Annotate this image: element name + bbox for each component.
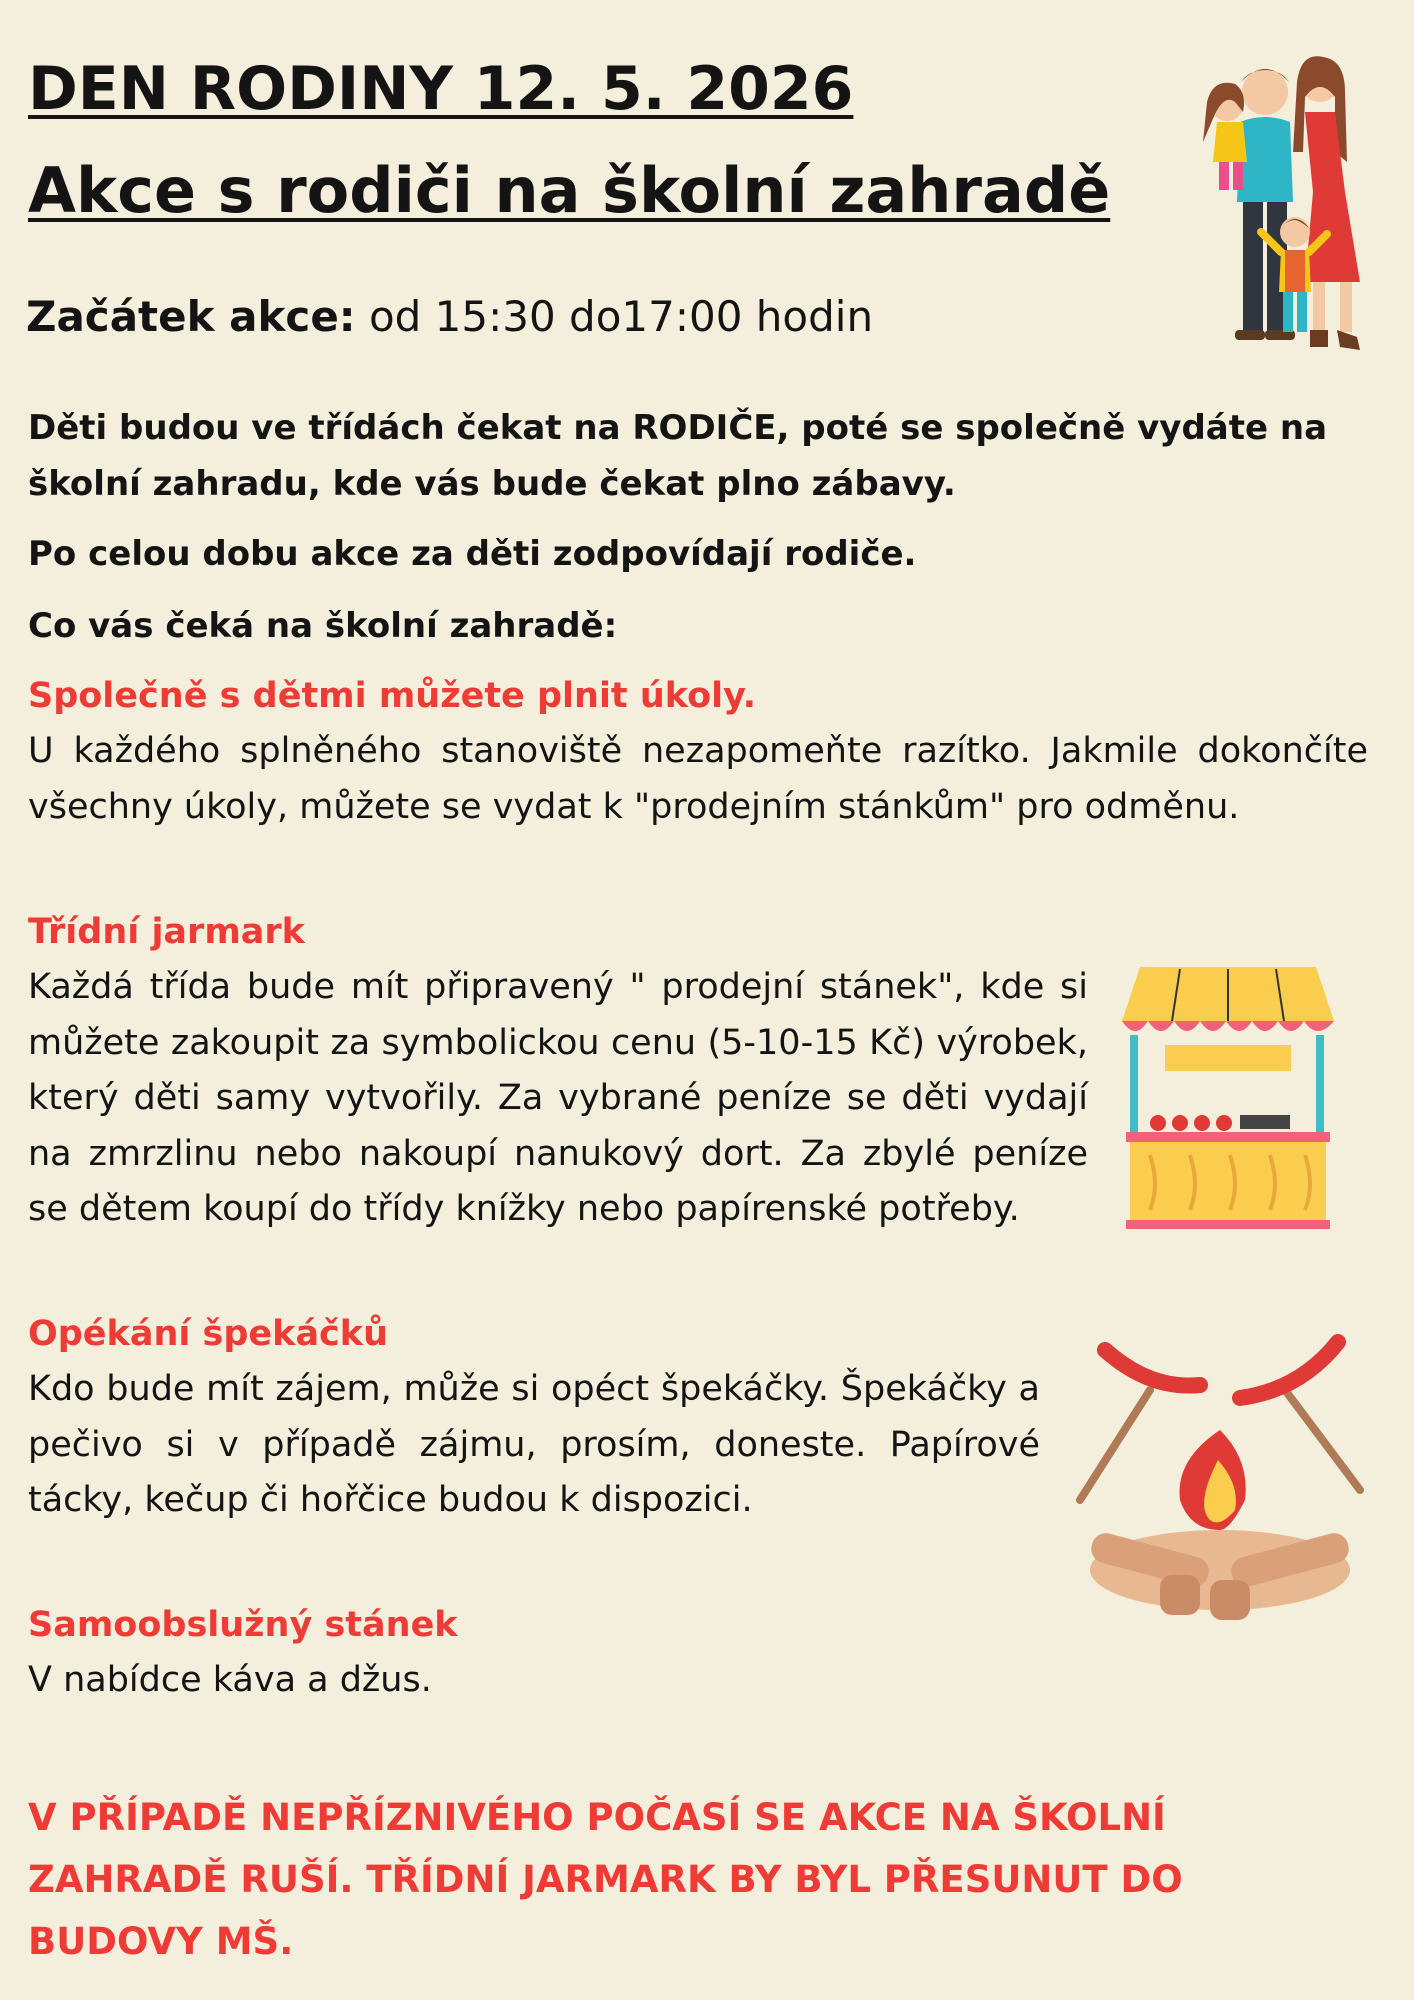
section-heading-sausages: Opékání špekáčků (28, 1314, 388, 1354)
title-line-1: DEN RODINY 12. 5. 2026 (28, 54, 854, 124)
section-heading-tasks: Společně s dětmi můžete plnit úkoly. (28, 676, 757, 716)
market-stall-icon (1120, 965, 1336, 1235)
section-text-market: Každá třída bude mít připravený " prodejní stánek", kde si můžete zakoupit za symbolickou cenu (5-10-15 Kč) výrobek, který děti samy vytvořily. Za vybrané peníze se děti vydají na zmrzlinu nebo nakoupí nanukový dort. Za zbylé peníze se dětem koupí do třídy knížky nebo papírenské potřeby. (28, 967, 1088, 1229)
intro-paragraph-3: Co vás čeká na školní zahradě: (28, 606, 618, 646)
start-time-value: od 15:30 do17:00 hodin (355, 292, 874, 341)
start-time (26, 292, 873, 341)
family-illustration-icon (1195, 52, 1375, 357)
section-text-selfservice: V nabídce káva a džus. (28, 1660, 432, 1700)
section-heading-market: Třídní jarmark (28, 912, 305, 952)
start-time-label: Začátek akce: (26, 292, 356, 341)
section-text-sausages: Kdo bude mít zájem, může si opéct špekáčky. Špekáčky a pečivo si v případě zájmu, prosím, doneste. Papírové tácky, kečup či hořčice budou k dispozici. (28, 1369, 1040, 1520)
intro-paragraph-1: Děti budou ve třídách čekat na RODIČE, poté se společně vydáte na školní zahradu, kde vás bude čekat plno zábavy. (28, 408, 1328, 504)
campfire-sausages-icon (1070, 1330, 1370, 1630)
title-line-2: Akce s rodiči na školní zahradě (28, 154, 1111, 227)
section-text-tasks: U každého splněného stanoviště nezapomeňte razítko. Jakmile dokončíte všechny úkoly, můžete se vydat k "prodejním stánkům" pro odměnu. (28, 731, 1368, 827)
weather-warning: V PŘÍPADĚ NEPŘÍZNIVÉHO POČASÍ SE AKCE NA ŠKOLNÍ ZAHRADĚ RUŠÍ. TŘÍDNÍ JARMARK BY BYL PŘESUNUT DO BUDOVY MŠ. (28, 1796, 1183, 1963)
section-heading-selfservice: Samoobslužný stánek (28, 1605, 458, 1645)
intro-paragraph-2: Po celou dobu akce za děti zodpovídají rodiče. (28, 534, 917, 574)
